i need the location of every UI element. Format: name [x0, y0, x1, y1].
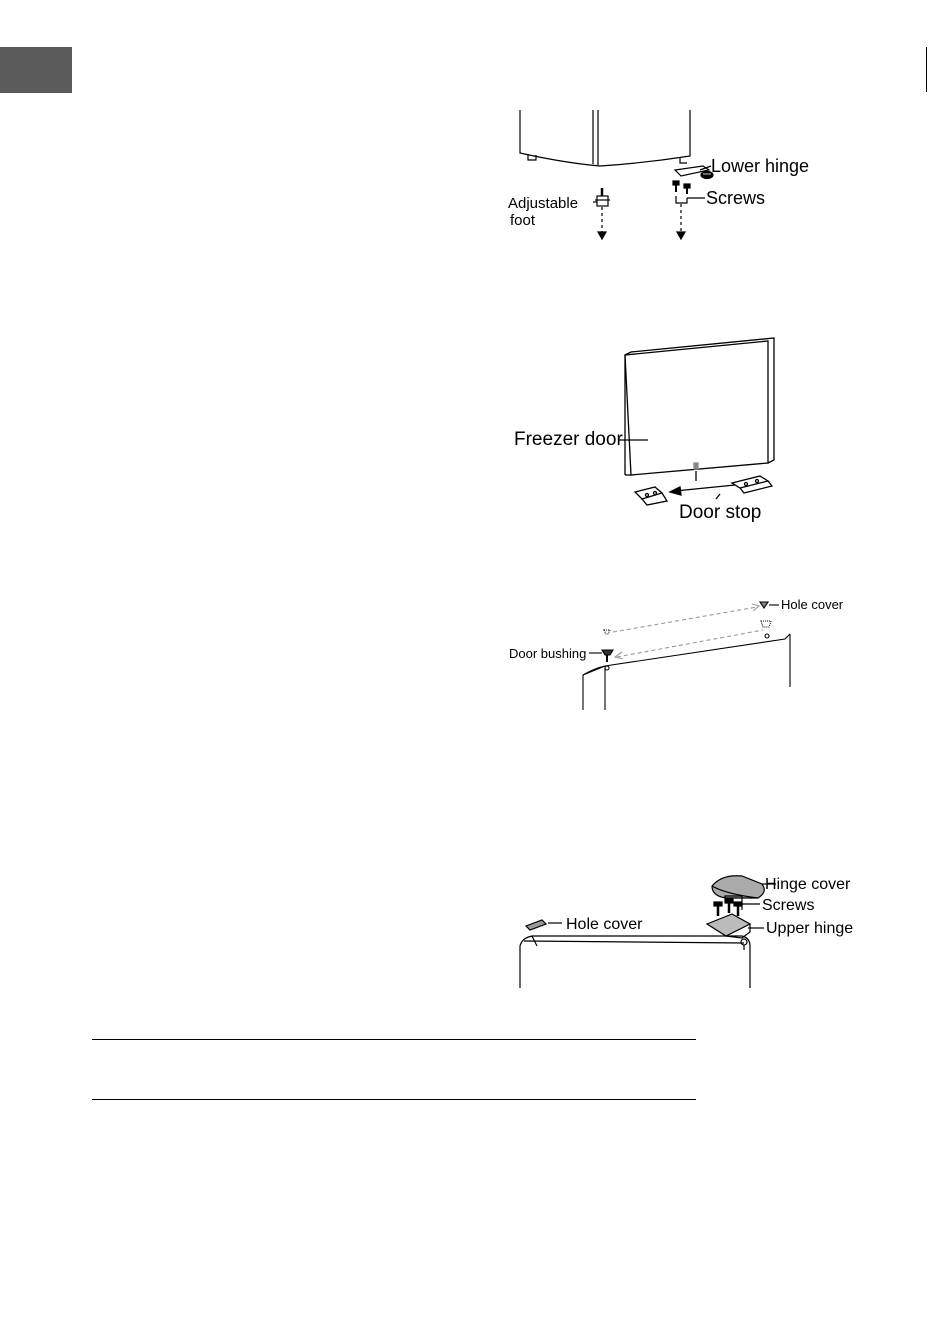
- label-screws: Screws: [706, 188, 766, 208]
- figure-freezer-door: [510, 335, 800, 530]
- label-upper-hinge: Upper hinge: [766, 920, 854, 937]
- label-door-stop: Door stop: [679, 502, 762, 523]
- figure-lower-hinge: [495, 108, 825, 248]
- divider-bottom: [92, 1099, 696, 1100]
- label-foot: foot: [510, 212, 536, 229]
- figure-upper-hinge: [512, 866, 857, 996]
- label-freezer-door: Freezer door: [514, 429, 623, 450]
- label-hinge-cover: Hinge cover: [765, 876, 851, 893]
- section-tab-marker: [0, 47, 72, 93]
- label-adjustable: Adjustable: [508, 195, 579, 212]
- label-screws: Screws: [762, 897, 815, 914]
- label-lower-hinge: Lower hinge: [711, 156, 810, 176]
- label-hole-cover: Hole cover: [566, 916, 643, 933]
- label-hole-cover: Hole cover: [781, 597, 844, 612]
- divider-top: [92, 1039, 696, 1040]
- label-door-bushing: Door bushing: [509, 646, 587, 661]
- figure-door-bushing: [505, 592, 855, 712]
- page-edge-line: [926, 47, 927, 92]
